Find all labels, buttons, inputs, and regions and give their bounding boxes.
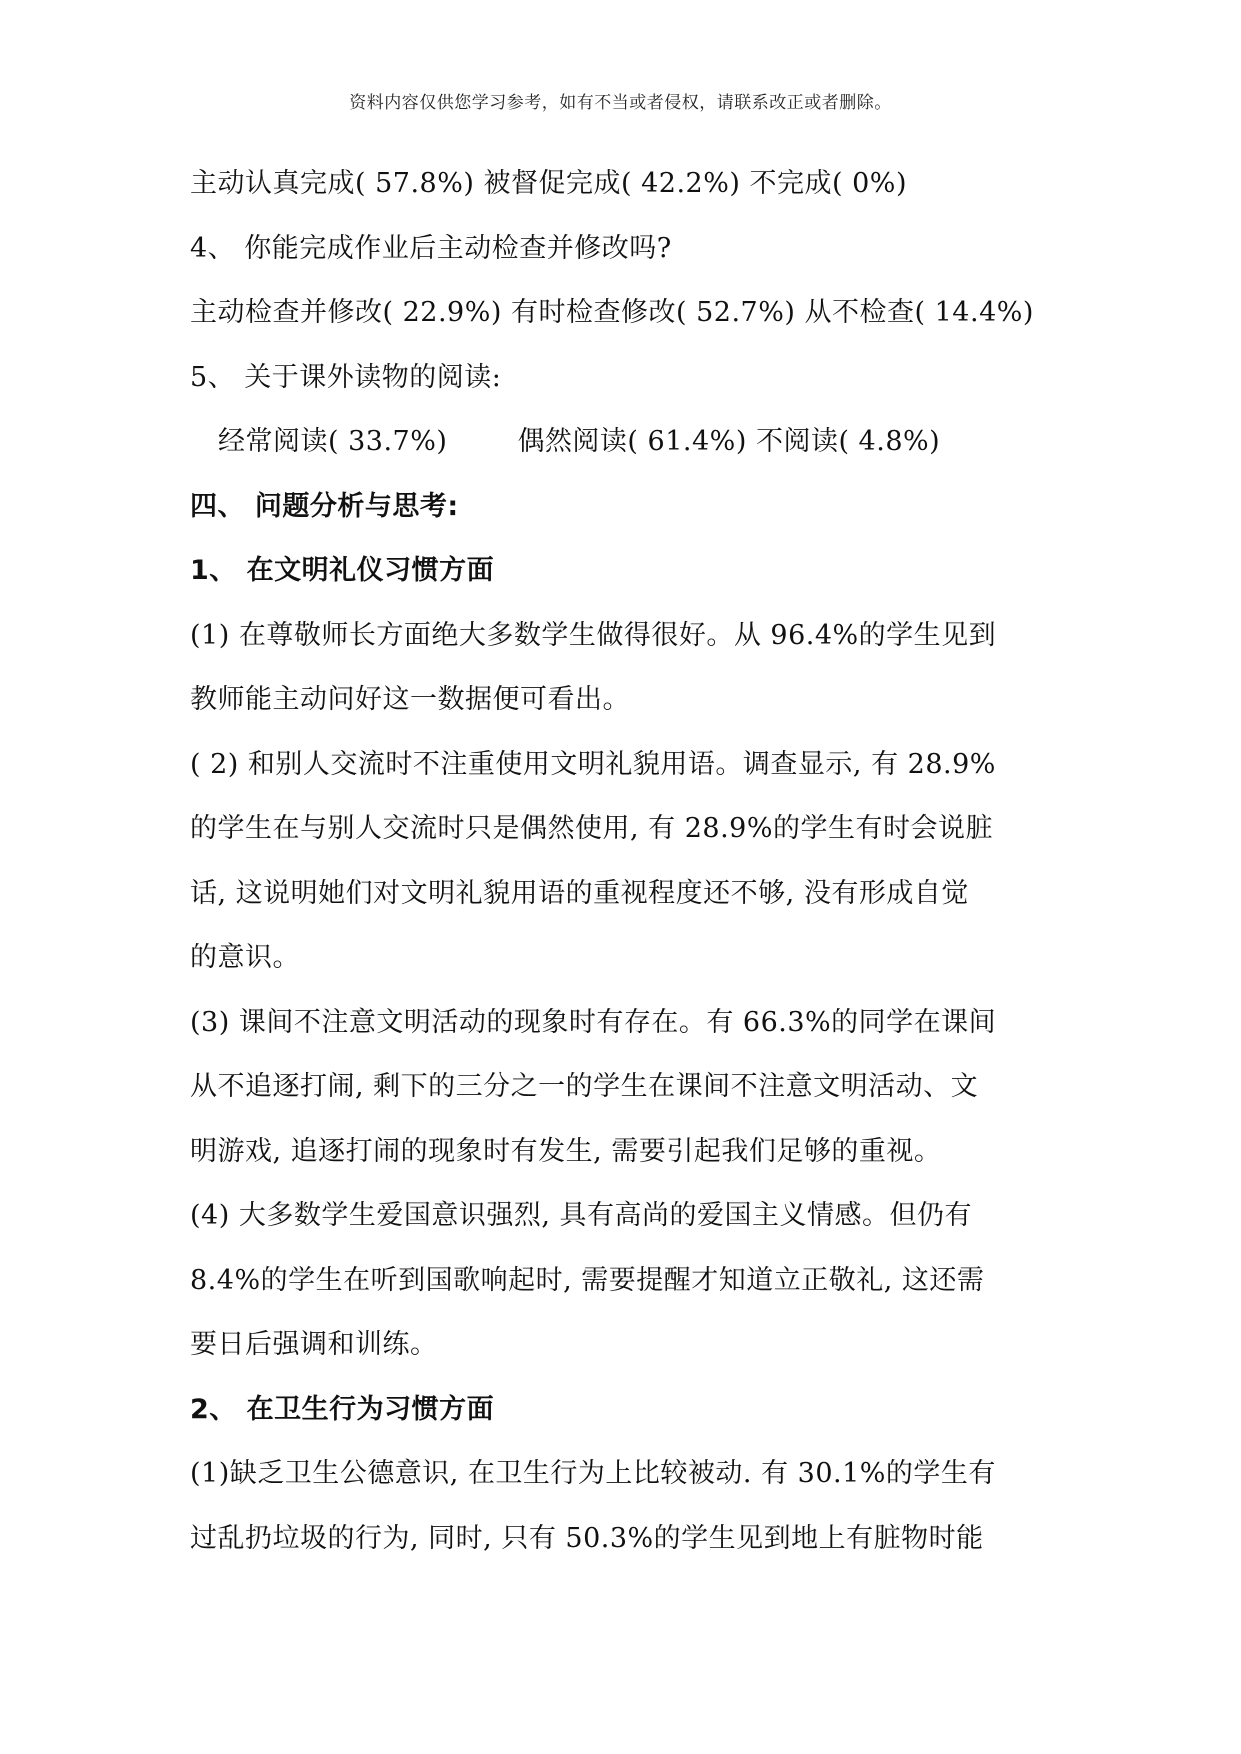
survey-answer-line xyxy=(190,418,1110,483)
answer-option: 偶然阅读( 61.4%) 不阅读( 4.8%) xyxy=(517,426,941,457)
answer-option: 经常阅读( 33.7%) xyxy=(218,426,448,457)
paragraph-line: 8.4%的学生在听到国歌响起时, 需要提醒才知道立正敬礼, 这还需 xyxy=(190,1264,985,1296)
document-body xyxy=(190,160,1110,1579)
paragraph-line: 教师能主动问好这一数据便可看出。 xyxy=(190,684,630,715)
paragraph-line: 从不追逐打闹, 剩下的三分之一的学生在课间不注意文明活动、文 xyxy=(190,1071,979,1102)
subsection-heading: 2、 在卫生行为习惯方面 xyxy=(190,1393,495,1425)
paragraph-line: 过乱扔垃圾的行为, 同时, 只有 50.3%的学生见到地上有脏物时能 xyxy=(190,1522,984,1554)
paragraph-line: ( 2) 和别人交流时不注重使用文明礼貌用语。调查显示, 有 28.9% xyxy=(190,748,996,780)
paragraph-line: 话, 这说明她们对文明礼貌用语的重视程度还不够, 没有形成自觉 xyxy=(190,877,969,909)
survey-question-4: 4、 你能完成作业后主动检查并修改吗? xyxy=(190,232,672,264)
paragraph-line: 的意识。 xyxy=(190,942,300,973)
paragraph-line: (1) 在尊敬师长方面绝大多数学生做得很好。从 96.4%的学生见到 xyxy=(190,619,997,651)
subsection-heading: 1、 在文明礼仪习惯方面 xyxy=(190,555,495,586)
survey-answer-line: 主动检查并修改( 22.9%) 有时检查修改( 52.7%) 从不检查( 14.4%) xyxy=(190,297,1034,328)
paragraph-line: (4) 大多数学生爱国意识强烈, 具有高尚的爱国主义情感。但仍有 xyxy=(190,1200,972,1231)
page-header-disclaimer: 资料内容仅供您学习参考，如有不当或者侵权，请联系改正或者删除。 xyxy=(349,93,892,113)
paragraph-line: (1)缺乏卫生公德意识, 在卫生行为上比较被动. 有 30.1%的学生有 xyxy=(190,1458,996,1489)
paragraph-line: 的学生在与别人交流时只是偶然使用, 有 28.9%的学生有时会说脏 xyxy=(190,813,994,844)
section-heading: 四、 问题分析与思考: xyxy=(190,490,459,522)
paragraph-line: (3) 课间不注意文明活动的现象时有存在。有 66.3%的同学在课间 xyxy=(190,1006,997,1038)
survey-question-5: 5、 关于课外读物的阅读: xyxy=(190,361,502,393)
paragraph-line: 要日后强调和训练。 xyxy=(190,1329,438,1360)
survey-answer-line: 主动认真完成( 57.8%) 被督促完成( 42.2%) 不完成( 0%) xyxy=(190,168,907,199)
paragraph-line: 明游戏, 追逐打闹的现象时有发生, 需要引起我们足够的重视。 xyxy=(190,1135,942,1167)
